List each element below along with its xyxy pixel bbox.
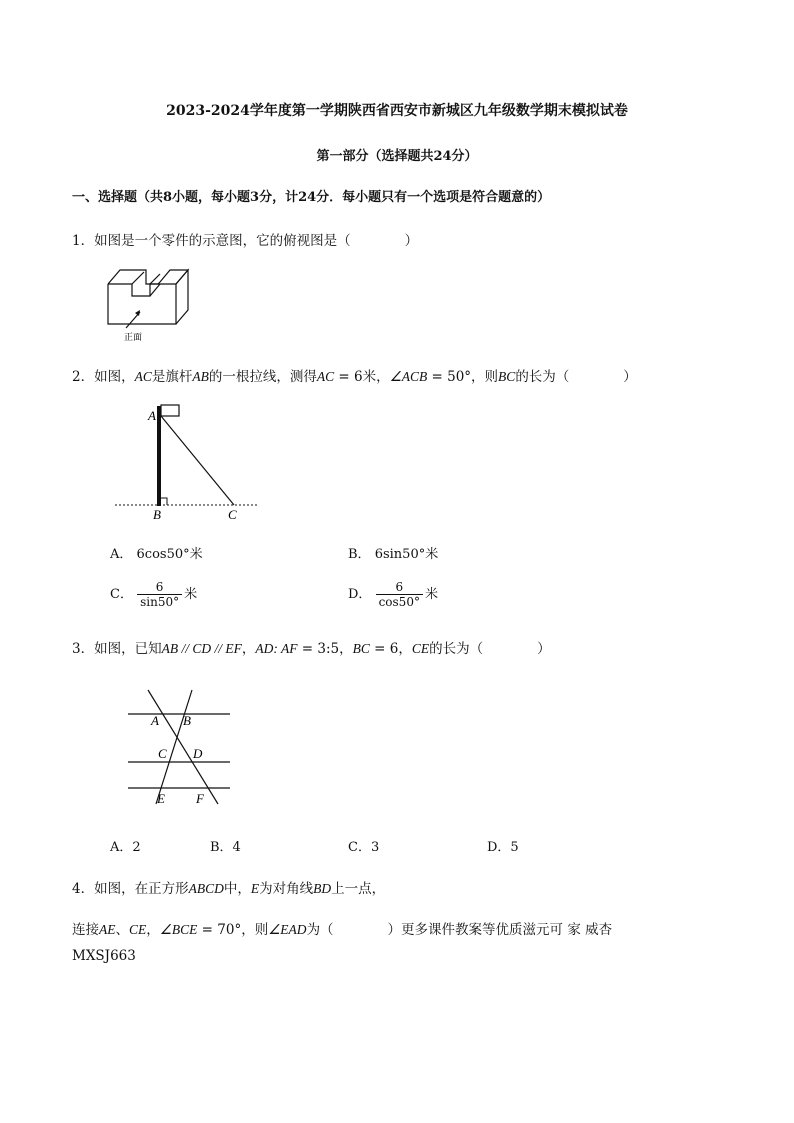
point-a-label: A <box>148 408 156 423</box>
point-e-label: E <box>157 791 165 806</box>
section-heading: 一、选择题（共8小题，每小题3分，计24分．每小题只有一个选项是符合题意的） <box>72 190 551 205</box>
question-1-figure <box>100 262 200 346</box>
point-b-label: B <box>183 713 191 728</box>
q3-option-d: D．5 <box>487 840 519 855</box>
part-title: 第一部分（选择题共24分） <box>316 149 478 164</box>
point-b-label: B <box>153 507 161 522</box>
page-title: 2023-2024学年度第一学期陕西省西安市新城区九年级数学期末模拟试卷 <box>166 103 628 119</box>
question-4-line-3: MXSJ663 <box>72 948 136 964</box>
question-4-line-1: 4．如图，在正方形ABCD中，E为对角线BD上一点， <box>72 881 386 897</box>
front-label: 正面 <box>124 333 143 343</box>
question-1-text: 1．如图是一个零件的示意图，它的俯视图是（ ） <box>72 233 419 249</box>
point-c-label: C <box>228 507 237 522</box>
point-c-label: C <box>158 746 167 761</box>
q3-option-a: A．2 <box>110 840 141 855</box>
question-2-text: 2．如图，AC是旗杆AB的一根拉线，测得AC = 6米，∠ACB = 50°，则BC的长为（ ） <box>72 369 637 385</box>
question-2-figure <box>110 398 270 526</box>
q3-option-c: C．3 <box>348 840 380 855</box>
point-f-label: F <box>196 791 204 806</box>
q2-option-d: D． $\frac{6}{\cos 50^\circ}$ 米 <box>348 580 438 609</box>
point-d-label: D <box>193 746 203 761</box>
q2-option-a: A． 6cos50°米 <box>110 547 203 562</box>
question-3-text: 3．如图，已知AB // CD // EF，AD: AF = 3:5，BC = 6，CE的长为（ ） <box>72 641 551 657</box>
q3-option-b: B．4 <box>210 840 241 855</box>
question-3-figure <box>120 680 240 810</box>
q2-option-b: B． 6sin50°米 <box>348 547 439 562</box>
q2-option-c: C． $\frac{6}{\sin 50^\circ}$ 米 <box>110 580 198 609</box>
point-a-label: A <box>151 713 159 728</box>
question-4-line-2: 连接AE、CE，∠BCE = 70°，则∠EAD为（ ）更多课件教案等优质滋元可 家 威杏 <box>72 922 613 938</box>
